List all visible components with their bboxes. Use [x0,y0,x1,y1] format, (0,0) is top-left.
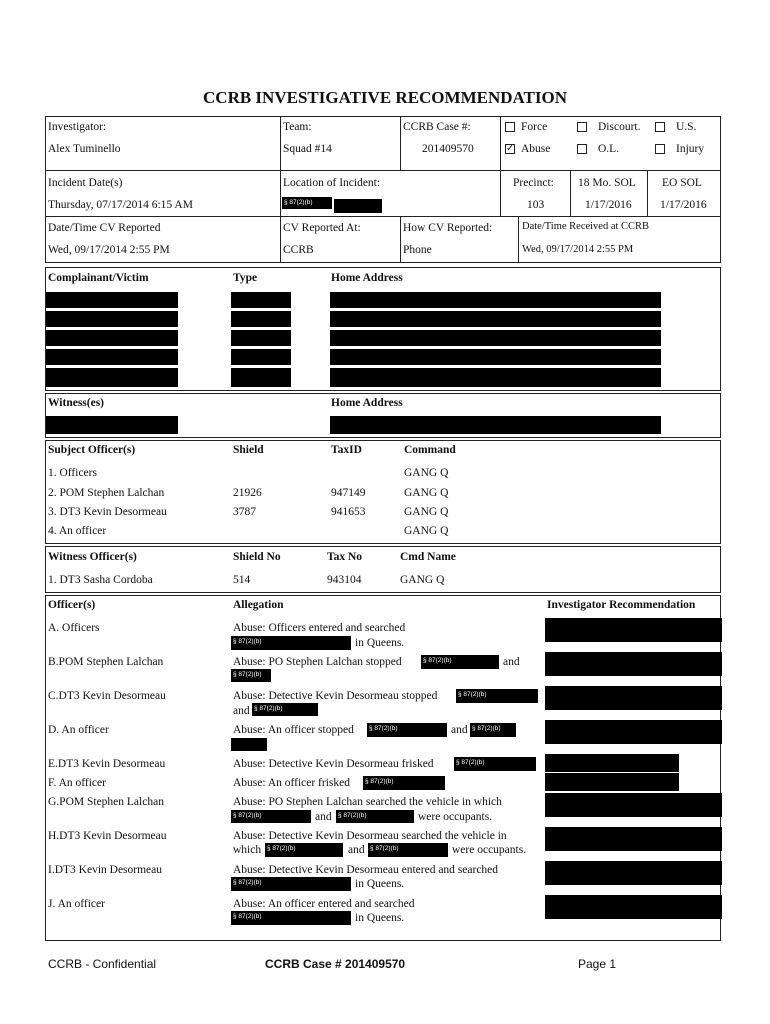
allegation-text: in Queens. [355,878,405,890]
redaction-block [545,686,722,710]
grid-line [720,595,721,940]
redaction-block [545,861,722,885]
allegation-text: Abuse: Detective Kevin Desormeau searched the vehicle in [233,830,507,842]
redaction-code-box: § 87(2)(b) [456,689,538,703]
force-label: Force [521,121,548,133]
redaction-block [545,618,722,642]
redaction-block [545,652,722,676]
grid-line [45,390,721,391]
subject-officer-command: GANG Q [404,525,449,537]
allegation-officer: D. An officer [48,724,109,736]
grid-line [720,267,721,390]
allegation-officer: A. Officers [48,622,100,634]
cv-at-value: CCRB [283,244,314,256]
grid-line [45,543,721,544]
tax-no-header: Tax No [327,551,363,563]
eo-sol-label: EO SOL [662,177,702,189]
allegation-officer: F. An officer [48,777,106,789]
grid-line [720,546,721,592]
redaction-block [545,827,722,851]
subject-officer-name: 1. Officers [48,467,97,479]
redaction-block [231,368,291,387]
witness-header: Witness(es) [48,397,105,409]
redaction-block [545,793,722,817]
recommendation-header: Investigator Recommendation [547,599,696,611]
subject-officer-command: GANG Q [404,487,449,499]
incident-date: Thursday, 07/17/2014 6:15 AM [48,199,193,211]
abuse-label: Abuse [521,143,551,155]
grid-line [280,116,281,262]
grid-line [518,216,519,262]
cmd-name-header: Cmd Name [400,551,456,563]
injury-checkbox[interactable] [655,144,665,154]
redaction-block [545,754,679,772]
allegation-officer: H.DT3 Kevin Desormeau [48,830,167,842]
redaction-block [231,292,291,308]
redaction-code-box: § 87(2)(b) [368,843,448,857]
allegation-officer: J. An officer [48,898,105,910]
allegation-text: were occupants. [418,811,493,823]
cv-at-label: CV Reported At: [283,222,361,234]
allegation-text: and [315,811,332,823]
allegation-text: Abuse: An officer frisked [233,777,350,789]
subject-officer-command: GANG Q [404,506,449,518]
grid-line [720,116,721,262]
allegation-text: and [233,705,250,717]
redaction-code-box: § 87(2)(b) [231,810,311,823]
redaction-block [330,368,661,387]
allegation-text: which [233,844,262,856]
redaction-block [330,292,661,308]
grid-line [45,546,721,547]
subject-officer-name: 2. POM Stephen Lalchan [48,487,165,499]
allegation-text: Abuse: PO Stephen Lalchan searched the vehicle in which [233,796,502,808]
allegation-officer: C.DT3 Kevin Desormeau [48,690,166,702]
redaction-block [46,330,178,346]
redaction-block [334,199,382,213]
redaction-code-box: § 87(2)(b) [282,197,332,209]
type-header: Type [233,272,258,284]
redaction-code-box: § 87(2)(b) [363,776,445,790]
grid-line [45,170,721,171]
taxid-header: TaxID [331,444,362,456]
eo-sol-value: 1/17/2016 [660,199,707,211]
how-label: How CV Reported: [403,222,493,234]
ol-label: O.L. [598,143,620,155]
redaction-code-box: § 87(2)(b) [367,723,447,737]
sol-value: 1/17/2016 [585,199,632,211]
allegation-text: Abuse: PO Stephen Lalchan stopped [233,656,402,668]
investigator-label: Investigator: [48,121,107,133]
footer-page-number: Page 1 [578,957,617,971]
redaction-block [545,773,679,791]
witness-officer-header: Witness Officer(s) [48,551,137,563]
investigator-name: Alex Tuminello [48,143,121,155]
redaction-block [231,330,291,346]
redaction-block [46,368,178,387]
allegation-text: Abuse: An officer stopped [233,724,354,736]
redaction-block [330,416,661,434]
allegation-text: Abuse: Detective Kevin Desormeau entered and searched [233,864,499,876]
redaction-block [46,311,178,327]
redaction-block [545,720,722,744]
grid-line [45,546,46,592]
grid-line [45,592,721,593]
grid-line [45,267,721,268]
document-title: CCRB INVESTIGATIVE RECOMMENDATION [203,88,567,107]
grid-line [45,595,46,940]
location-label: Location of Incident: [283,177,381,189]
grid-line [45,440,46,543]
precinct-value: 103 [527,199,545,211]
injury-label: Injury [676,143,705,155]
grid-line [45,262,721,263]
shield-header: Shield [233,444,264,456]
witness-officer-taxid: 943104 [327,574,362,586]
precinct-label: Precinct: [513,177,554,189]
subject-officer-header: Subject Officer(s) [48,444,136,456]
redaction-block [330,349,661,365]
subject-officer-shield: 21926 [233,487,262,499]
witness-address-header: Home Address [331,397,403,409]
allegation-text: were occupants. [452,844,527,856]
redaction-code-box: § 87(2)(b) [231,669,271,682]
grid-line [400,216,401,262]
redaction-block [545,895,722,919]
subject-officer-taxid: 947149 [331,487,366,499]
how-value: Phone [403,244,432,256]
allegation-text: in Queens. [355,637,405,649]
allegation-officer: I.DT3 Kevin Desormeau [48,864,163,876]
allegation-text: Abuse: Officers entered and searched [233,622,406,634]
grid-line [45,440,721,441]
cv-reported-value: Wed, 09/17/2014 2:55 PM [48,244,170,256]
grid-line [45,116,46,262]
received-label: Date/Time Received at CCRB [522,221,650,232]
cv-reported-label: Date/Time CV Reported [48,222,161,234]
redaction-block [231,738,267,751]
subject-officer-command: GANG Q [404,467,449,479]
redaction-block [330,330,661,346]
redaction-code-box: § 87(2)(b) [336,810,414,823]
grid-line [45,940,721,941]
check-mark-icon: ✓ [506,143,515,154]
redaction-block [46,349,178,365]
grid-line [45,216,721,217]
witness-officer-command: GANG Q [400,574,445,586]
subject-officer-taxid: 941653 [331,506,366,518]
redaction-code-box: § 87(2)(b) [421,655,499,669]
home-address-header: Home Address [331,272,403,284]
grid-line [45,595,721,596]
grid-line [720,393,721,437]
redaction-block [330,311,661,327]
discourtesy-label: Discourt. [598,121,641,133]
team-label: Team: [283,121,312,133]
allegation-officer: B.POM Stephen Lalchan [48,656,164,668]
redaction-block [46,416,178,434]
abuse-checkbox[interactable] [505,144,515,154]
redaction-block [46,292,178,308]
grid-line [500,116,501,170]
incident-label: Incident Date(s) [48,177,123,189]
redaction-block [231,349,291,365]
subject-officer-shield: 3787 [233,506,256,518]
team-value: Squad #14 [283,143,332,155]
allegation-officer: G.POM Stephen Lalchan [48,796,164,808]
footer-case-number: CCRB Case # 201409570 [265,957,406,971]
redaction-code-box: § 87(2)(b) [470,723,516,737]
case-number: 201409570 [422,143,474,155]
redaction-code-box: § 87(2)(b) [454,757,536,771]
shield-no-header: Shield No [233,551,281,563]
grid-line [720,440,721,543]
subject-officer-name: 3. DT3 Kevin Desormeau [48,506,167,518]
grid-line [45,393,721,394]
complainant-header: Complainant/Victim [48,272,149,284]
allegation-text: and [451,724,468,736]
redaction-code-box: § 87(2)(b) [265,843,343,857]
allegation-text: in Queens. [355,912,405,924]
subject-officer-name: 4. An officer [48,525,107,537]
ol-checkbox[interactable] [577,144,587,154]
allegation-text: Abuse: An officer entered and searched [233,898,415,910]
witness-officer-shield: 514 [233,574,251,586]
grid-line [647,170,648,216]
grid-line [500,170,501,216]
redaction-code-box: § 87(2)(b) [252,703,318,716]
redaction-code-box: § 87(2)(b) [231,877,351,891]
us-label: U.S. [676,121,697,133]
redaction-code-box: § 87(2)(b) [231,911,351,925]
command-header: Command [404,444,456,456]
footer-confidential: CCRB - Confidential [48,957,157,971]
redaction-block [231,311,291,327]
allegation-text: Abuse: Detective Kevin Desormeau stopped [233,690,438,702]
grid-line [570,170,571,216]
allegation-text: and [503,656,520,668]
allegation-text: and [348,844,365,856]
force-checkbox[interactable] [505,122,515,132]
allegation-header: Allegation [233,599,284,611]
received-value: Wed, 09/17/2014 2:55 PM [522,244,634,255]
witness-officer-name: 1. DT3 Sasha Cordoba [48,574,153,586]
discourtesy-checkbox[interactable] [577,122,587,132]
us-checkbox[interactable] [655,122,665,132]
allegation-text: Abuse: Detective Kevin Desormeau frisked [233,758,434,770]
grid-line [45,116,721,117]
grid-line [45,437,721,438]
case-label: CCRB Case #: [403,121,471,133]
sol-label: 18 Mo. SOL [578,177,636,189]
redaction-code-box: § 87(2)(b) [231,636,351,650]
allegation-officer: E.DT3 Kevin Desormeau [48,758,166,770]
officers-header: Officer(s) [48,599,96,611]
grid-line [400,116,401,170]
